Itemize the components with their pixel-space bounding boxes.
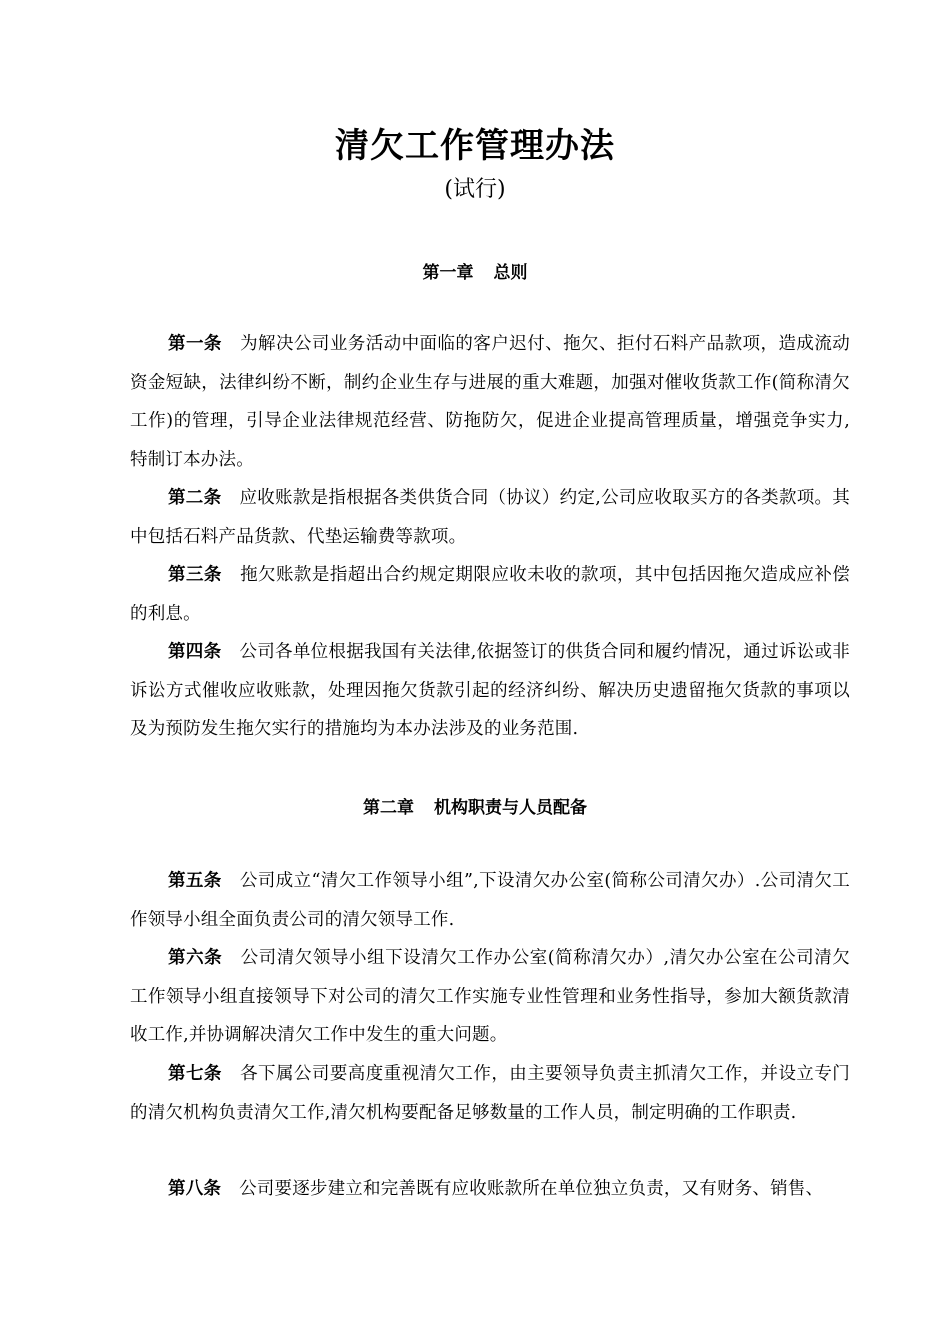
article — [130, 862, 850, 939]
article — [130, 325, 850, 479]
article — [130, 633, 850, 749]
chapter-name: 总则 — [493, 263, 528, 283]
document-title: 清欠工作管理办法 — [335, 126, 615, 166]
document-subtitle: (试行) — [444, 177, 506, 202]
article-label: 第一条 — [168, 334, 222, 354]
article-label: 第六条 — [168, 948, 223, 968]
article — [130, 479, 850, 556]
chapter-heading — [0, 258, 950, 283]
article-text: 公司清欠领导小组下设清欠工作办公室(简称清欠办）,清欠办公室在公司清欠工作领导小组直接领导下对公司的清欠工作实施专业性管理和业务性指导，参加大额货款清收工作,并协调解决清欠工作中发生的重大问题。 — [130, 948, 851, 1045]
article-label: 第八条 — [168, 1179, 222, 1199]
article-label: 第五条 — [168, 871, 222, 891]
article-text: 为解决公司业务活动中面临的客户迟付、拖欠、拒付石料产品款项，造成流动资金短缺，法律纠纷不断，制约企业生存与进展的重大难题，加强对催收货款工作(简称清欠工作)的管理，引导企业法律规范经营、防拖防欠，促进企业提高管理质量，增强竞争实力,特制订本办法。 — [130, 334, 850, 470]
chapter-number: 第二章 — [363, 798, 414, 818]
article-label: 第二条 — [168, 488, 222, 508]
article — [130, 939, 850, 1055]
article-text: 拖欠账款是指超出合约规定期限应收未收的款项，其中包括因拖欠造成应补偿的利息。 — [130, 565, 850, 624]
article-text: 应收账款是指根据各类供货合同（协议）约定,公司应收取买方的各类款项。其中包括石料产品货款、代垫运输费等款项。 — [130, 488, 851, 547]
article-label: 第七条 — [168, 1064, 222, 1084]
article-label: 第三条 — [168, 565, 222, 585]
chapter-number: 第一章 — [422, 263, 474, 283]
article — [130, 556, 850, 633]
article-text: 各下属公司要高度重视清欠工作，由主要领导负责主抓清欠工作，并设立专门的清欠机构负责清欠工作,清欠机构要配备足够数量的工作人员，制定明确的工作职责. — [130, 1064, 850, 1123]
article-text: 公司各单位根据我国有关法律,依据签订的供货合同和履约情况，通过诉讼或非诉讼方式催收应收账款，处理因拖欠货款引起的经济纠纷、解决历史遗留拖欠货款的事项以及为预防发生拖欠实行的措施均为本办法涉及的业务范围. — [130, 642, 851, 739]
chapter-name: 机构职责与人员配备 — [434, 798, 587, 818]
article — [130, 1170, 850, 1209]
article-label: 第四条 — [168, 642, 222, 662]
article — [130, 1055, 850, 1132]
article-text: 公司成立“清欠工作领导小组”,下设清欠办公室(简称公司清欠办）.公司清欠工作领导小组全面负责公司的清欠领导工作. — [130, 871, 850, 930]
chapter-heading — [0, 793, 950, 818]
article-text: 公司要逐步建立和完善既有应收账款所在单位独立负责，又有财务、销售、 — [239, 1179, 824, 1199]
